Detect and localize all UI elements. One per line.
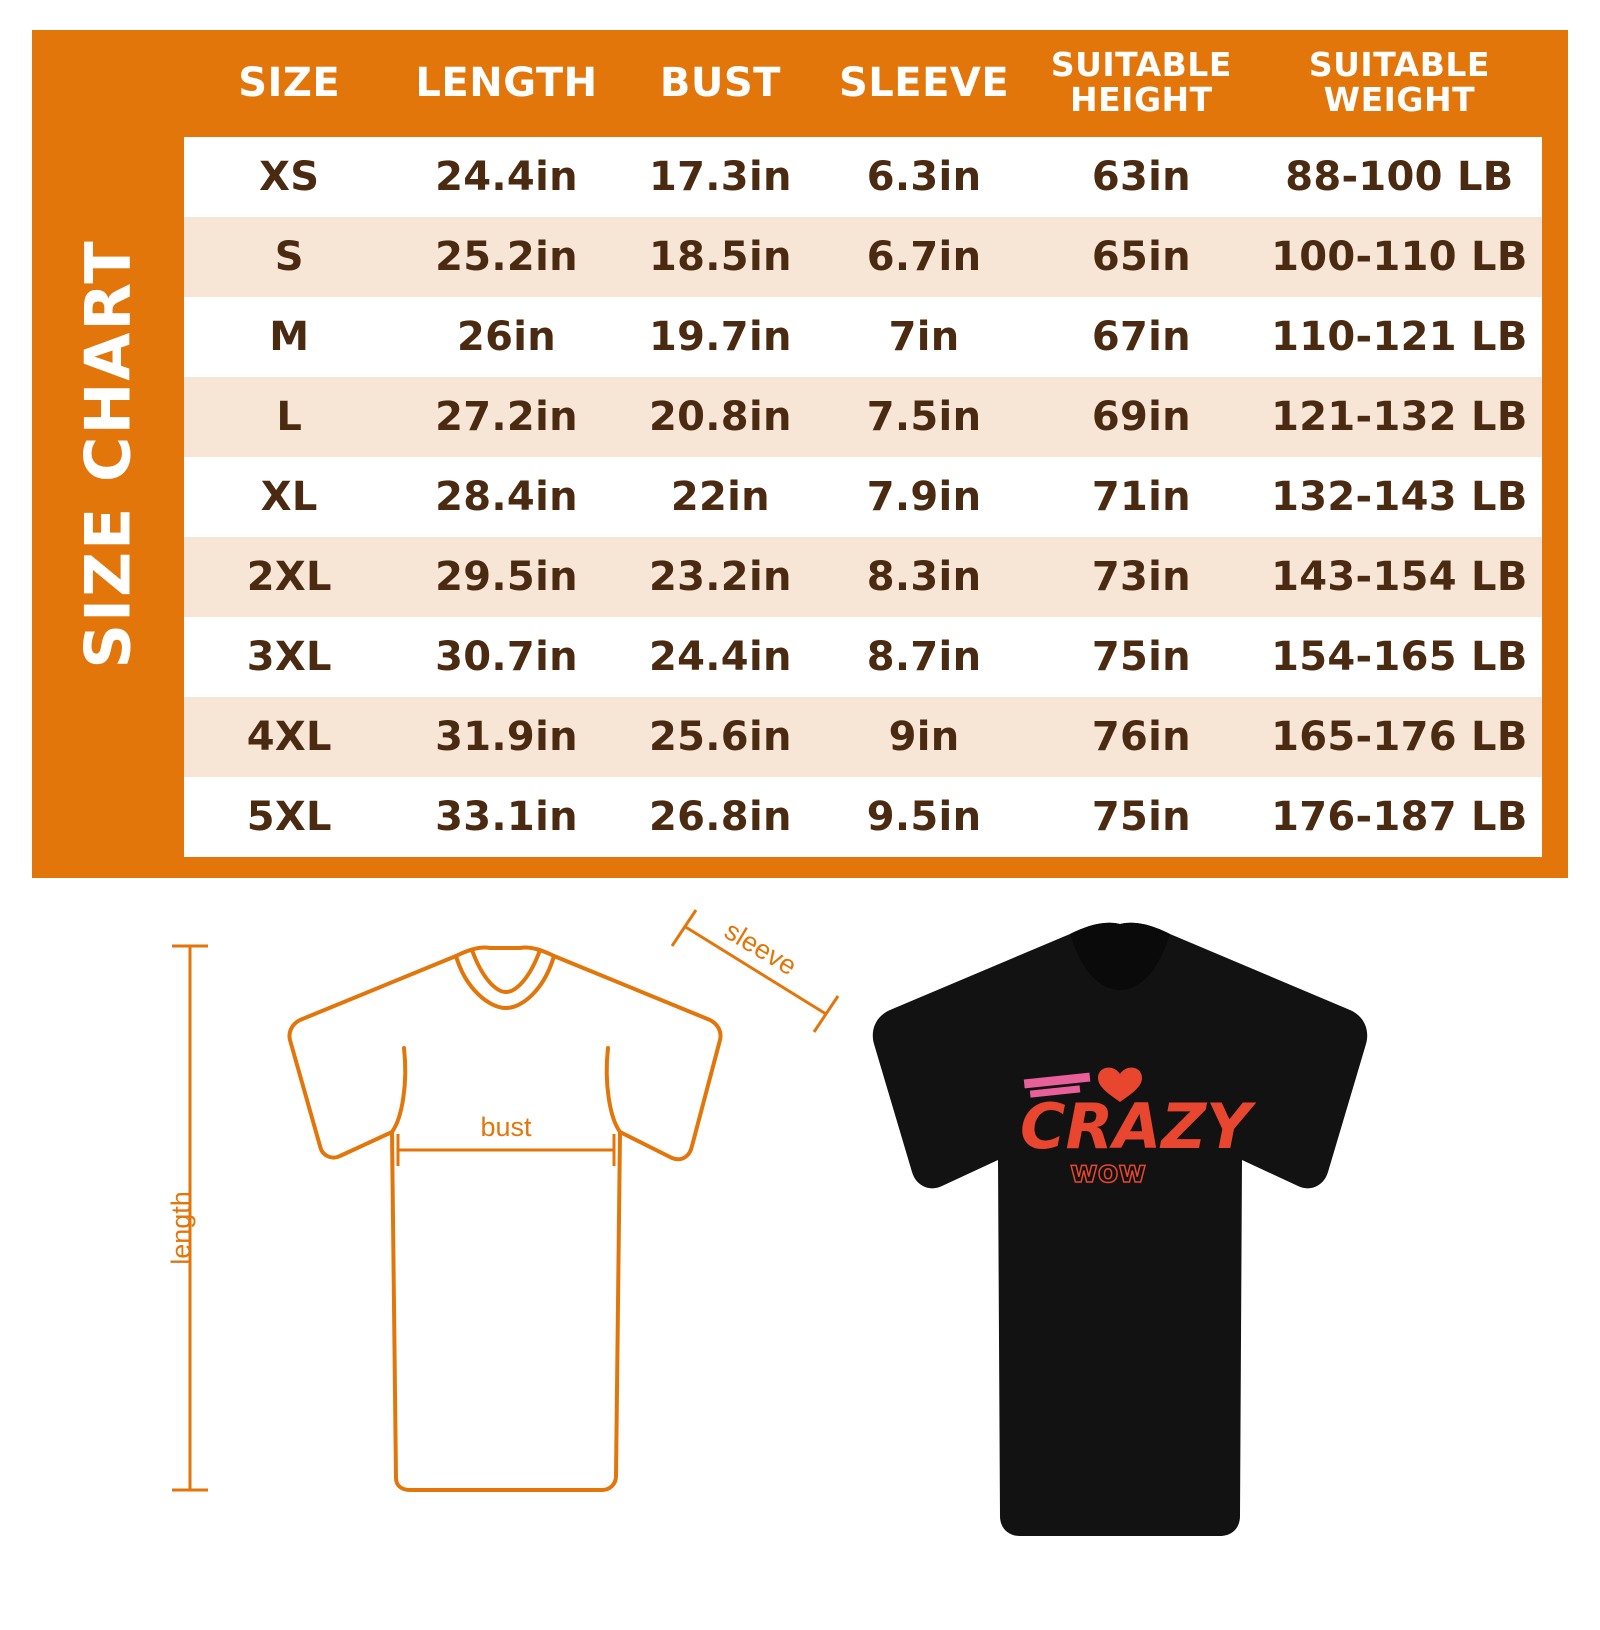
table-row [184,217,1542,297]
cell-sleeve: 9in [888,714,960,761]
cell-size: XS [259,154,320,201]
cell-weight: 176-187 LB [1271,794,1528,841]
cell-size: 2XL [246,554,332,601]
sleeve-seam-right [607,1048,620,1132]
column-header-sleeve: SLEEVE [838,59,1010,106]
cell-height: 76in [1091,714,1191,761]
cell-sleeve: 7.9in [866,474,982,521]
table-row [184,537,1542,617]
cell-size: 5XL [246,794,332,841]
tshirt-measurement-diagram [150,908,850,1548]
table-row [184,617,1542,697]
table-row [184,137,1542,217]
size-chart-panel [32,30,1568,878]
cell-bust: 17.3in [649,154,792,201]
column-header-size: SIZE [238,59,341,106]
cell-length: 28.4in [435,474,578,521]
cell-bust: 19.7in [649,314,792,361]
cell-height: 69in [1091,394,1191,441]
collar-inner [472,950,540,992]
cell-length: 29.5in [435,554,578,601]
table-row [184,697,1542,777]
graphic-sub-text: wow [1070,1155,1147,1190]
cell-size: M [269,314,310,361]
table-row [184,777,1542,857]
cell-length: 25.2in [435,234,578,281]
cell-weight: 154-165 LB [1271,634,1528,681]
table-row [184,297,1542,377]
length-label: length [166,1191,196,1265]
cell-sleeve: 9.5in [866,794,982,841]
size-chart-title-column [32,30,184,878]
cell-weight: 100-110 LB [1271,234,1528,281]
sleeve-seam-left [392,1048,405,1132]
measurement-diagram-area [0,898,1600,1598]
column-header-suitable-height-line1: SUITABLE [1050,45,1232,84]
page-title: SIZE CHART [71,239,145,669]
column-header-suitable-weight-line2: WEIGHT [1323,79,1476,119]
column-header-suitable-weight [1257,30,1542,137]
cell-bust: 26.8in [649,794,792,841]
sleeve-tick-start [672,910,696,946]
cell-height: 63in [1091,154,1191,201]
cell-sleeve: 6.3in [866,154,982,201]
tshirt-body [873,923,1367,1536]
graphic-main-text: CRAZY [1020,1090,1252,1163]
column-header-suitable-height [1026,30,1257,137]
cell-bust: 23.2in [649,554,792,601]
cell-bust: 18.5in [649,234,792,281]
cell-sleeve: 8.3in [866,554,982,601]
cell-length: 26in [456,314,557,361]
column-header-suitable-height-line2: HEIGHT [1070,79,1213,119]
cell-weight: 88-100 LB [1285,154,1514,201]
cell-sleeve: 7in [888,314,960,361]
cell-weight: 165-176 LB [1271,714,1528,761]
column-header-bust: BUST [659,59,781,106]
cell-length: 31.9in [435,714,578,761]
cell-height: 75in [1091,634,1191,681]
size-table-wrapper [184,30,1568,878]
cell-length: 30.7in [435,634,578,681]
product-photo-black-tshirt [820,898,1420,1558]
cell-size: XL [260,474,318,521]
column-header-suitable-weight-line1: SUITABLE [1308,45,1490,84]
cell-height: 67in [1091,314,1191,361]
table-header-row [184,30,1542,137]
cell-bust: 25.6in [649,714,792,761]
sleeve-label: sleeve [719,915,802,982]
cell-height: 75in [1091,794,1191,841]
cell-bust: 24.4in [649,634,792,681]
cell-size: S [274,234,304,281]
cell-weight: 121-132 LB [1271,394,1528,441]
table-row [184,457,1542,537]
cell-bust: 22in [670,474,770,521]
cell-height: 65in [1091,234,1191,281]
cell-length: 33.1in [435,794,578,841]
tshirt-outline [289,947,720,1490]
cell-sleeve: 8.7in [866,634,982,681]
cell-bust: 20.8in [649,394,792,441]
cell-size: L [276,394,303,441]
table-row [184,377,1542,457]
cell-length: 27.2in [435,394,578,441]
cell-size: 4XL [246,714,332,761]
cell-weight: 132-143 LB [1271,474,1528,521]
collar-outer [456,956,554,1008]
cell-weight: 110-121 LB [1271,314,1528,361]
cell-length: 24.4in [435,154,578,201]
cell-sleeve: 6.7in [866,234,982,281]
size-table [184,30,1542,857]
cell-weight: 143-154 LB [1271,554,1528,601]
column-header-length: LENGTH [415,59,598,106]
cell-sleeve: 7.5in [866,394,982,441]
cell-height: 73in [1091,554,1191,601]
cell-size: 3XL [246,634,332,681]
bust-label: bust [480,1112,532,1142]
cell-height: 71in [1091,474,1191,521]
